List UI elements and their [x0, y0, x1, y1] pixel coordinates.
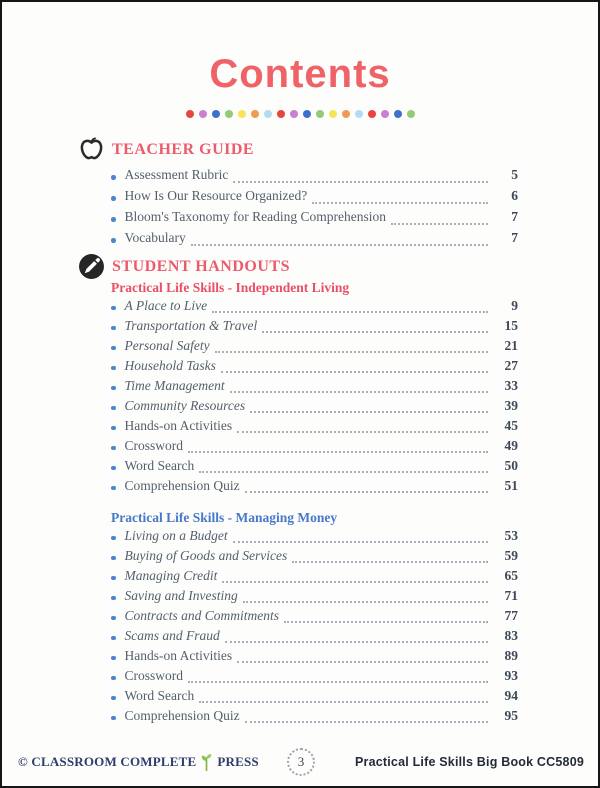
toc-entry: [111, 548, 518, 568]
entry-page-number: 7: [511, 209, 518, 224]
student-handouts-section-heading: [78, 253, 518, 280]
toc-entry: [111, 588, 518, 608]
bullet-icon: [111, 536, 116, 541]
toc-entry: [111, 668, 518, 688]
entry-page-number: 21: [504, 338, 518, 353]
dot: [225, 110, 233, 118]
bullet-icon: [111, 426, 116, 431]
bullet-icon: [111, 676, 116, 681]
entry-label: Comprehension Quiz: [124, 708, 240, 723]
dot: [407, 110, 415, 118]
bullet-icon: [111, 616, 116, 621]
toc-entry: [111, 318, 518, 338]
entry-label: Word Search: [124, 458, 195, 473]
entry-label: Hands-on Activities: [124, 648, 233, 663]
toc-entry: [111, 338, 518, 358]
entry-page-number: 50: [504, 458, 518, 473]
decorative-dots: [2, 110, 598, 118]
dotted-leader: [233, 541, 488, 543]
toc-entry: [111, 230, 518, 251]
bullet-icon: [111, 217, 116, 222]
book-title: Practical Life Skills Big Book CC5809: [354, 755, 584, 769]
entry-page-number: 65: [504, 568, 518, 583]
pencil-icon: [78, 253, 105, 280]
bullet-icon: [111, 306, 116, 311]
bullet-icon: [111, 346, 116, 351]
bullet-icon: [111, 556, 116, 561]
toc-entry: [111, 688, 518, 708]
bullet-icon: [111, 576, 116, 581]
dotted-leader: [391, 223, 488, 225]
entry-label: Saving and Investing: [124, 588, 238, 603]
apple-icon: [78, 136, 105, 163]
subsection-title-managing-money: Practical Life Skills - Managing Money: [111, 510, 338, 525]
toc-entry: [111, 358, 518, 378]
dot: [316, 110, 324, 118]
entry-label: How Is Our Resource Organized?: [124, 188, 308, 203]
bullet-icon: [111, 175, 116, 180]
bullet-icon: [111, 406, 116, 411]
dotted-leader: [199, 701, 488, 703]
dot: [329, 110, 337, 118]
entry-label: Bloom's Taxonomy for Reading Comprehension: [124, 209, 386, 224]
entry-label: Household Tasks: [124, 358, 216, 373]
table-of-contents: [78, 136, 518, 728]
entry-page-number: 51: [504, 478, 518, 493]
dotted-leader: [245, 721, 488, 723]
entry-page-number: 93: [504, 668, 518, 683]
dotted-leader: [243, 601, 488, 603]
toc-entry: [111, 528, 518, 548]
dotted-leader: [225, 641, 488, 643]
bullet-icon: [111, 486, 116, 491]
dot: [381, 110, 389, 118]
dotted-leader: [284, 621, 488, 623]
entry-label: Contracts and Commitments: [124, 608, 280, 623]
entry-label: Living on a Budget: [124, 528, 228, 543]
dotted-leader: [245, 491, 488, 493]
entry-label: Crossword: [124, 668, 184, 683]
bullet-icon: [111, 366, 116, 371]
entry-label: Buying of Goods and Services: [124, 548, 288, 563]
dotted-leader: [292, 561, 488, 563]
toc-entry: [111, 438, 518, 458]
toc-entry: [111, 458, 518, 478]
dot: [186, 110, 194, 118]
entry-page-number: 7: [511, 230, 518, 245]
entry-label: Assessment Rubric: [124, 167, 229, 182]
entry-page-number: 33: [504, 378, 518, 393]
entry-page-number: 59: [504, 548, 518, 563]
dot: [342, 110, 350, 118]
toc-entry: [111, 608, 518, 628]
dotted-leader: [215, 351, 488, 353]
dot: [394, 110, 402, 118]
dotted-leader: [199, 471, 488, 473]
dotted-leader: [237, 661, 488, 663]
bullet-icon: [111, 326, 116, 331]
entry-label: Community Resources: [124, 398, 246, 413]
publisher-credit: [18, 752, 259, 772]
toc-entry: [111, 568, 518, 588]
toc-entry: [111, 708, 518, 728]
toc-entry: [111, 188, 518, 209]
bullet-icon: [111, 716, 116, 721]
student-handouts-heading: STUDENT HANDOUTS: [112, 257, 290, 275]
entry-page-number: 27: [504, 358, 518, 373]
entry-label: Crossword: [124, 438, 184, 453]
dot: [264, 110, 272, 118]
toc-entry: [111, 209, 518, 230]
toc-entry: [111, 648, 518, 668]
entry-page-number: 6: [511, 188, 518, 203]
bullet-icon: [111, 238, 116, 243]
dotted-leader: [212, 311, 488, 313]
bullet-icon: [111, 696, 116, 701]
publisher-logo-icon: [198, 752, 215, 772]
managing-money-list: [111, 528, 518, 728]
entry-page-number: 53: [504, 528, 518, 543]
dot: [303, 110, 311, 118]
entry-label: Scams and Fraud: [124, 628, 220, 643]
entry-label: Word Search: [124, 688, 195, 703]
dot: [251, 110, 259, 118]
dot: [290, 110, 298, 118]
dot: [277, 110, 285, 118]
subsection-title-independent-living: Practical Life Skills - Independent Living: [111, 280, 350, 295]
publisher-text-left: © CLASSROOM COMPLETE: [18, 754, 197, 769]
teacher-guide-section-heading: [78, 136, 518, 163]
entry-label: Personal Safety: [124, 338, 210, 353]
dot: [238, 110, 246, 118]
dot: [355, 110, 363, 118]
dot: [199, 110, 207, 118]
toc-entry: [111, 378, 518, 398]
dotted-leader: [230, 391, 488, 393]
entry-label: Comprehension Quiz: [124, 478, 240, 493]
dotted-leader: [233, 181, 488, 183]
dotted-leader: [221, 371, 488, 373]
dotted-leader: [188, 681, 488, 683]
entry-label: Managing Credit: [124, 568, 218, 583]
entry-page-number: 94: [504, 688, 518, 703]
bullet-icon: [111, 386, 116, 391]
toc-entry: [111, 628, 518, 648]
page-number: 3: [297, 754, 305, 769]
publisher-text-right: PRESS: [217, 754, 259, 769]
entry-page-number: 5: [511, 167, 518, 182]
entry-label: Time Management: [124, 378, 225, 393]
page-title: Contents: [209, 52, 391, 96]
bullet-icon: [111, 636, 116, 641]
bullet-icon: [111, 656, 116, 661]
entry-label: Hands-on Activities: [124, 418, 233, 433]
entry-label: Vocabulary: [124, 230, 186, 245]
bullet-icon: [111, 596, 116, 601]
dotted-leader: [237, 431, 488, 433]
dotted-leader: [312, 202, 488, 204]
dot: [212, 110, 220, 118]
bullet-icon: [111, 196, 116, 201]
entry-page-number: 83: [504, 628, 518, 643]
teacher-guide-heading: TEACHER GUIDE: [112, 140, 255, 158]
toc-entry: [111, 167, 518, 188]
dotted-leader: [191, 244, 488, 246]
toc-entry: [111, 298, 518, 318]
dot: [368, 110, 376, 118]
dotted-leader: [188, 451, 488, 453]
page-footer: [18, 744, 584, 780]
bullet-icon: [111, 446, 116, 451]
entry-page-number: 95: [504, 708, 518, 723]
entry-page-number: 89: [504, 648, 518, 663]
entry-page-number: 77: [504, 608, 518, 623]
dotted-leader: [250, 411, 488, 413]
teacher-guide-list: [111, 167, 518, 251]
dotted-leader: [262, 331, 488, 333]
page-number-badge: [287, 748, 315, 776]
entry-page-number: 39: [504, 398, 518, 413]
toc-entry: [111, 418, 518, 438]
entry-page-number: 71: [504, 588, 518, 603]
independent-living-list: [111, 298, 518, 498]
entry-label: Transportation & Travel: [124, 318, 258, 333]
entry-page-number: 49: [504, 438, 518, 453]
bullet-icon: [111, 466, 116, 471]
toc-entry: [111, 398, 518, 418]
entry-label: A Place to Live: [124, 298, 208, 313]
entry-page-number: 15: [504, 318, 518, 333]
entry-page-number: 9: [511, 298, 518, 313]
toc-entry: [111, 478, 518, 498]
dotted-leader: [222, 581, 488, 583]
entry-page-number: 45: [504, 418, 518, 433]
